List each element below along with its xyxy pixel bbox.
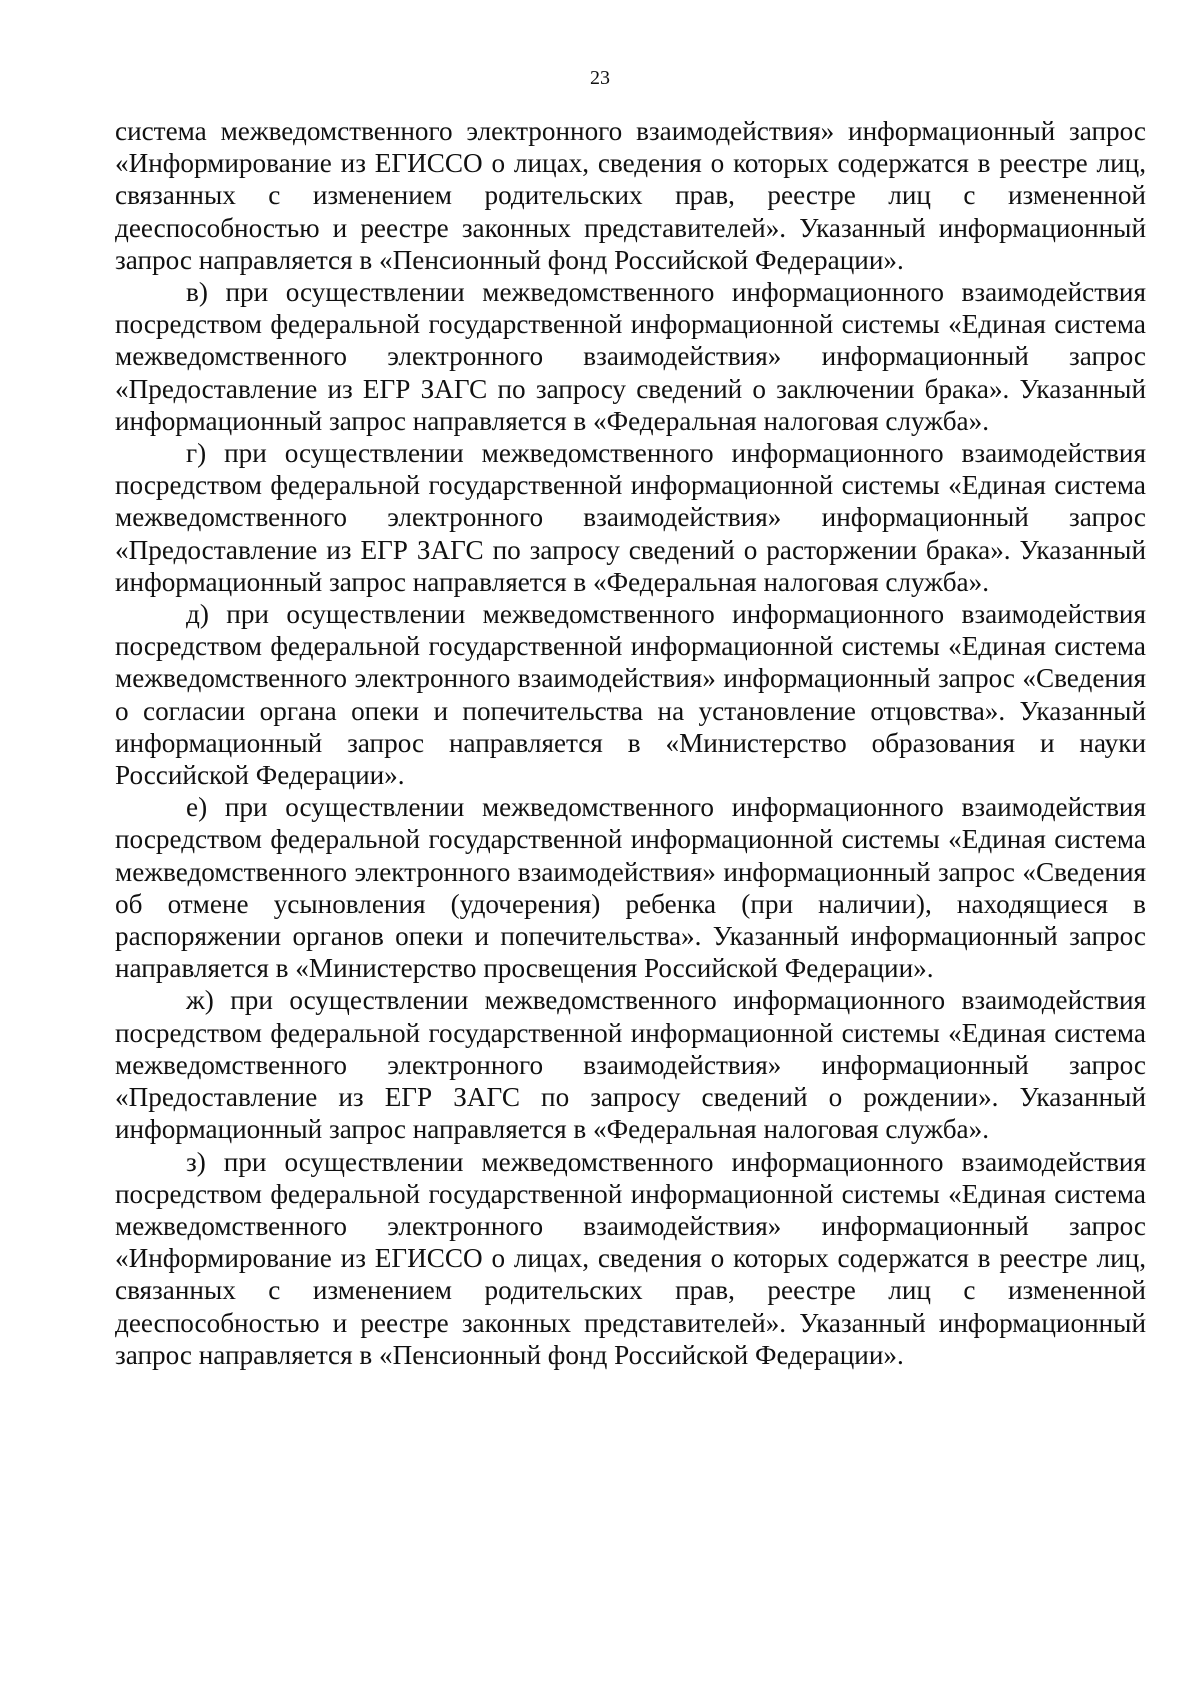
paragraph-item-d: д) при осуществлении межведомственного информационного взаимодействия посредством федеральной государственной информационной системы «Единая система межведомственного электронного взаимодействия» информационный запрос «Сведения о согласии органа опеки и попечительства на установление отцовства». Указанный информационный запрос направляется в «Министерство образования и науки Российской Федерации». bbox=[115, 599, 1146, 791]
document-body bbox=[115, 115, 1146, 1371]
page-number: 23 bbox=[590, 67, 610, 89]
paragraph-item-g: г) при осуществлении межведомственного информационного взаимодействия посредством федеральной государственной информационной системы «Единая система межведомственного электронного взаимодействия» информационный запрос «Предоставление из ЕГР ЗАГС по запросу сведений о расторжении брака». Указанный информационный запрос направляется в «Федеральная налоговая служба». bbox=[115, 438, 1146, 597]
paragraph-item-e: е) при осуществлении межведомственного информационного взаимодействия посредством федеральной государственной информационной системы «Единая система межведомственного электронного взаимодействия» информационный запрос «Сведения об отмене усыновления (удочерения) ребенка (при наличии), находящиеся в распоряжении органов опеки и попечительства». Указанный информационный запрос направляется в «Министерство просвещения Российской Федерации». bbox=[115, 792, 1146, 984]
paragraph-item-zh: ж) при осуществлении межведомственного информационного взаимодействия посредством федеральной государственной информационной системы «Единая система межведомственного электронного взаимодействия» информационный запрос «Предоставление из ЕГР ЗАГС по запросу сведений о рождении». Указанный информационный запрос направляется в «Федеральная налоговая служба». bbox=[115, 985, 1146, 1145]
paragraph-item-v: в) при осуществлении межведомственного информационного взаимодействия посредством федеральной государственной информационной системы «Единая система межведомственного электронного взаимодействия» информационный запрос «Предоставление из ЕГР ЗАГС по запросу сведений о заключении брака». Указанный информационный запрос направляется в «Федеральная налоговая служба». bbox=[115, 277, 1146, 436]
paragraph-item-z: з) при осуществлении межведомственного информационного взаимодействия посредством федеральной государственной информационной системы «Единая система межведомственного электронного взаимодействия» информационный запрос «Информирование из ЕГИССО о лицах, сведения о которых содержатся в реестре лиц, связанных с изменением родительских прав, реестре лиц с измененной дееспособностью и реестре законных представителей». Указанный информационный запрос направляется в «Пенсионный фонд Российской Федерации». bbox=[115, 1146, 1146, 1370]
paragraph-continuation: система межведомственного электронного взаимодействия» информационный запрос «Информирование из ЕГИССО о лицах, сведения о которых содержатся в реестре лиц, связанных с изменением родительских прав, реестре лиц с измененной дееспособностью и реестре законных представителей». Указанный информационный запрос направляется в «Пенсионный фонд Российской Федерации». bbox=[115, 116, 1146, 275]
